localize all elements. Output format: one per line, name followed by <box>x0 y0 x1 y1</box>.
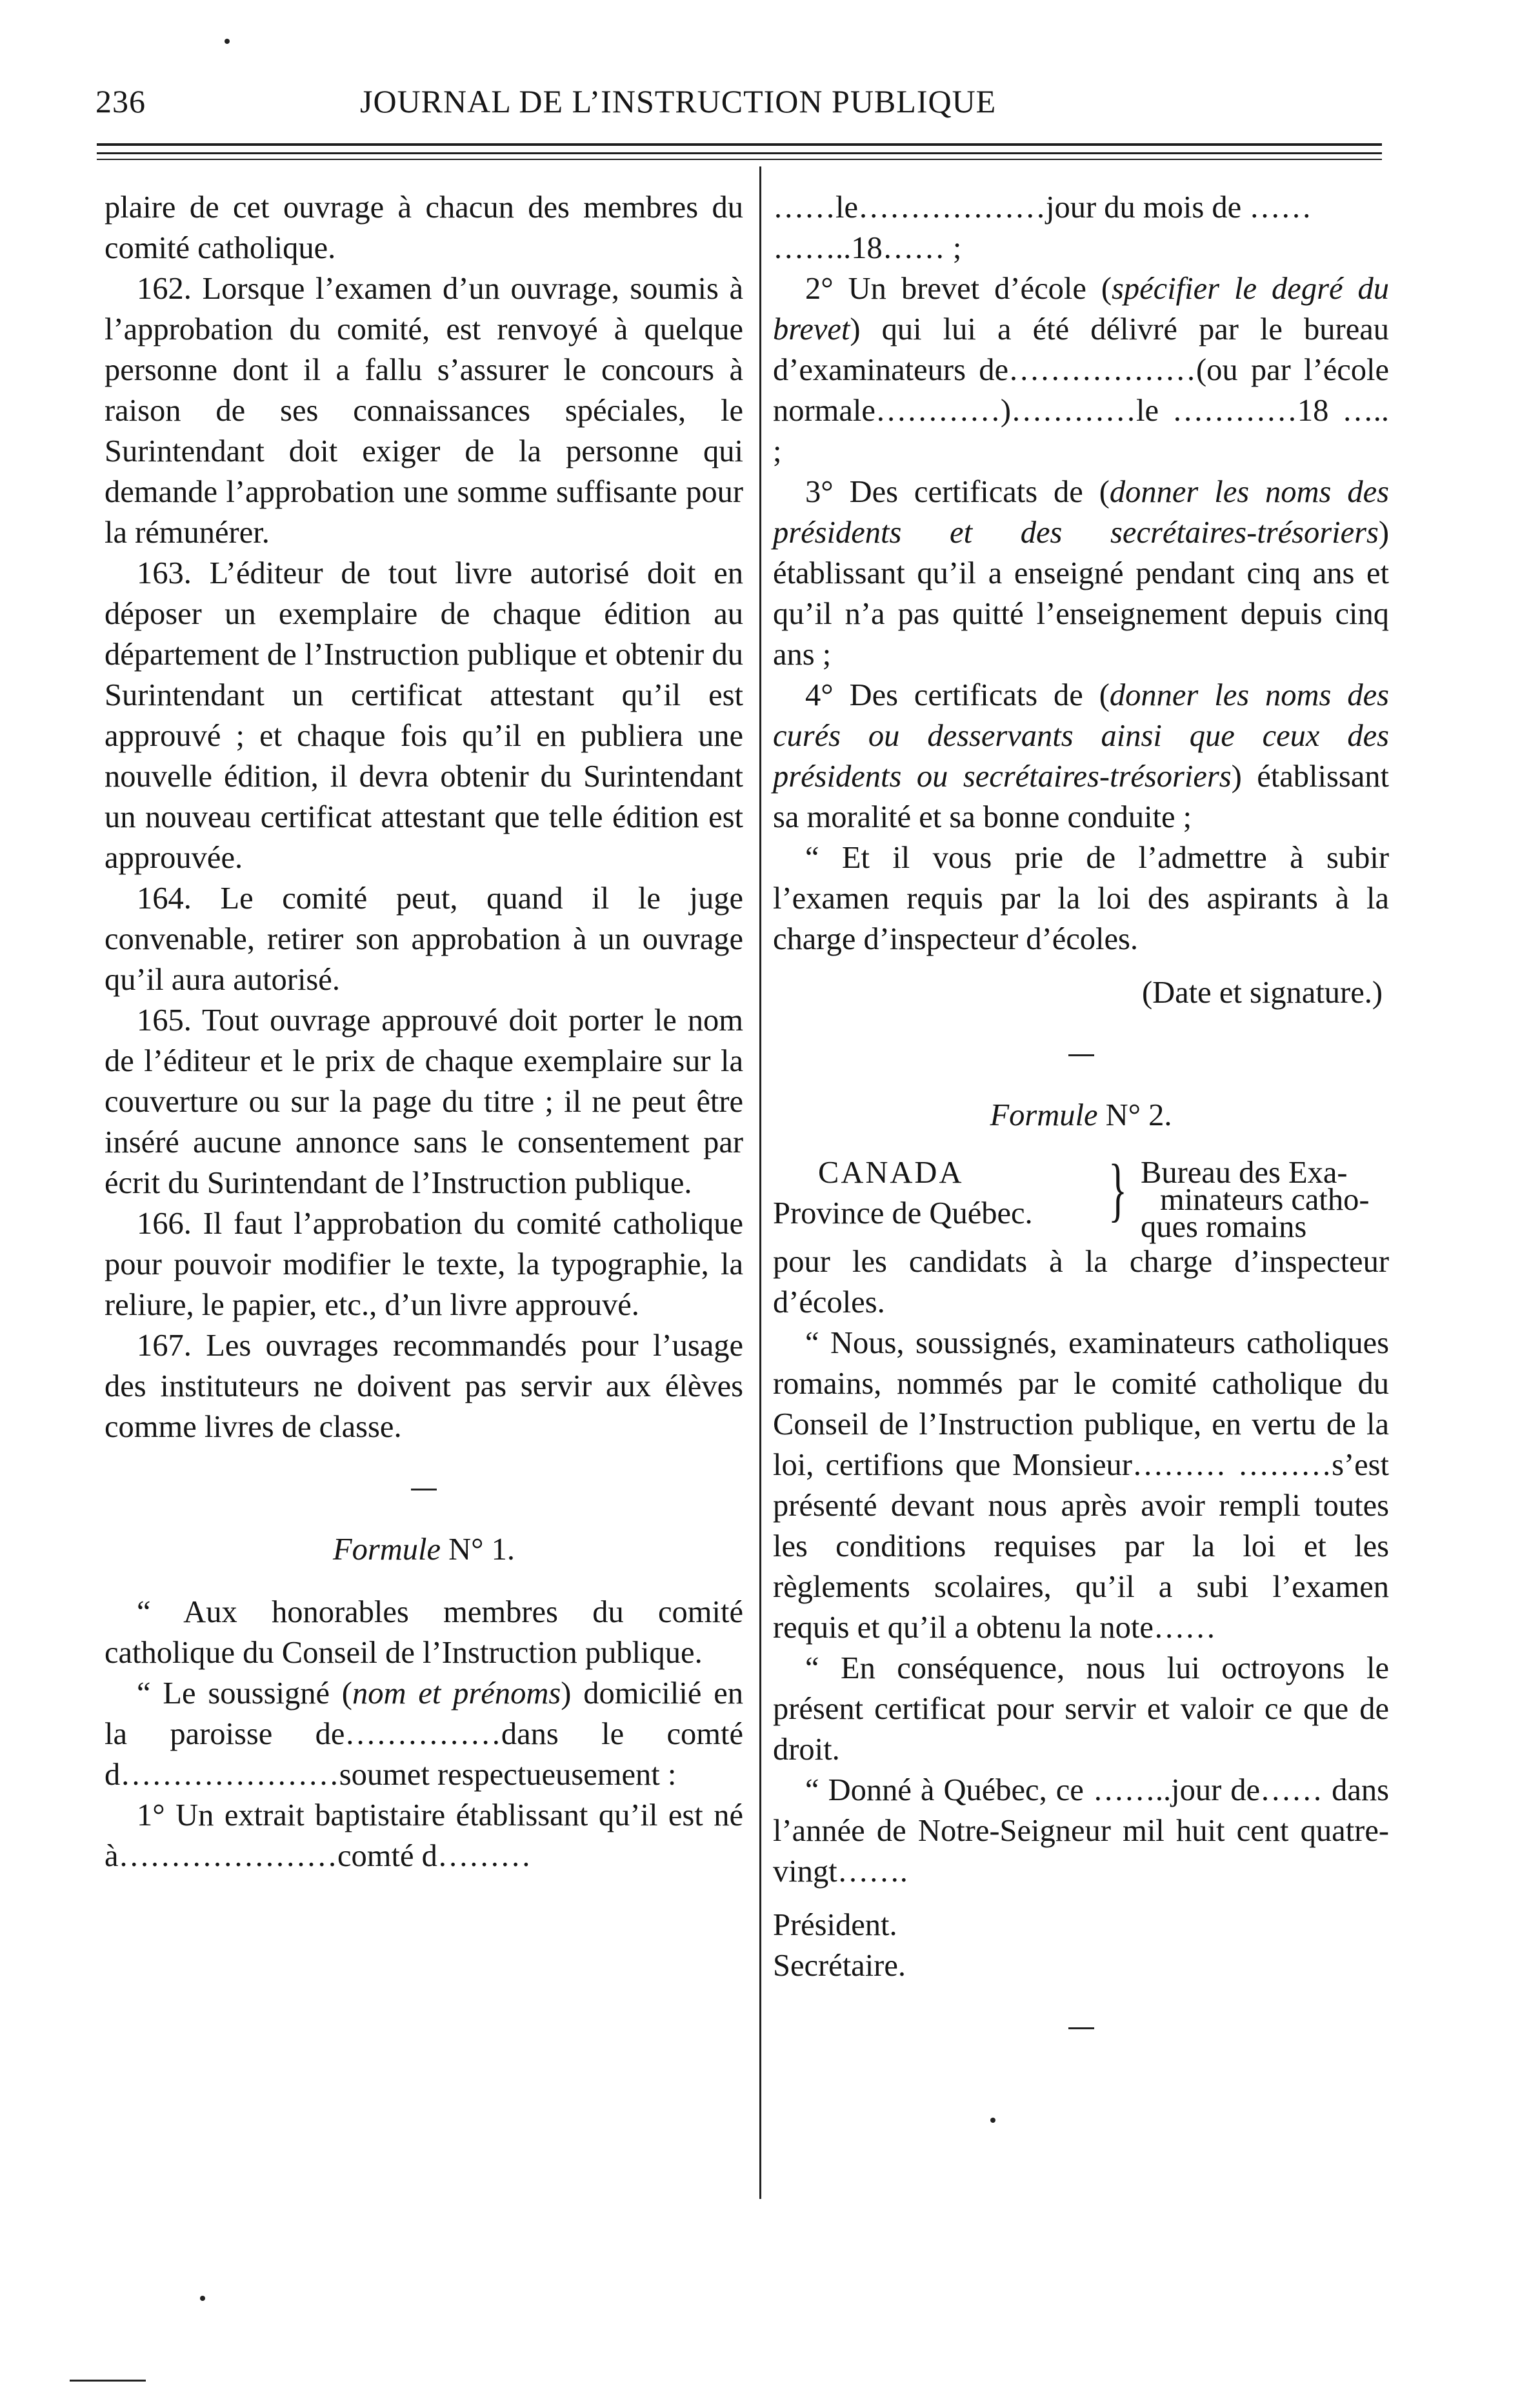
text-run: 2° Un brevet d’école ( <box>805 272 1112 306</box>
country-label: CANADA <box>818 1156 964 1190</box>
text-run: ) établissant qu’il a enseigné pendant cinq ans et qu’il n’a pas quitté l’enseignement depuis cinq ans ; <box>773 516 1389 672</box>
signature-secretaire: Secrétaire. <box>773 1949 906 1983</box>
page-number: 236 <box>95 83 146 119</box>
text-run: 4° Des certificats de ( <box>805 678 1110 712</box>
italic-run: nom et prénoms <box>352 1676 561 1711</box>
article-165: 165. Tout ouvrage approuvé doit porter le nom de l’éditeur et le prix de chaque exemplaire sur la couverture ou sur la page du titre ; il ne peut être inséré aucune annonce sans le consentement par écrit du Surintendant de l’Instruction publique. <box>105 1003 743 1200</box>
print-speck <box>225 39 230 44</box>
formule-1-request: “ Et il vous prie de l’admettre à subir l’examen requis par la loi des aspirants à la charge d’inspecteur d’écoles. <box>773 841 1389 956</box>
formule-1-item-1: 1° Un extrait baptistaire établissant qu’il est né à…………………comté d……… <box>105 1798 743 1873</box>
bureau-line: minateurs catho- <box>1160 1183 1370 1217</box>
text-run: ) qui lui a été délivré par le bureau d’examinateurs de………………(ou par l’école normale…………)…………le …………18 ….. ; <box>773 312 1389 468</box>
formule-label: Formule <box>332 1532 441 1567</box>
formule-1-address: “ Aux honorables membres du comité catholique du Conseil de l’Instruction publique. <box>105 1595 743 1670</box>
text-run: “ Le soussigné ( <box>137 1676 352 1711</box>
running-header <box>95 83 1376 128</box>
formule-2-grant: “ En conséquence, nous lui octroyons le présent certificat pour servir et valoir ce que de droit. <box>773 1651 1389 1767</box>
italic-run: donner les noms des présidents et des secrétaires-trésoriers <box>773 475 1389 550</box>
formule-2-intro: pour les candidats à la charge d’inspecteur d’écoles. <box>773 1245 1389 1319</box>
article-164: 164. Le comité peut, quand il le juge convenable, retirer son approbation à un ouvrage qu’il aura autorisé. <box>105 881 743 997</box>
signature-president: Président. <box>773 1908 897 1942</box>
formule-1-declaration <box>105 1673 743 1795</box>
italic-run: donner les noms des curés ou desservants ainsi que ceux des présidents ou secrétaires-trésoriers <box>773 678 1389 794</box>
header-rule <box>97 159 1382 160</box>
header-rule <box>97 143 1382 146</box>
header-rule <box>97 152 1382 154</box>
formule-label: Formule <box>990 1098 1098 1132</box>
print-speck <box>200 2296 205 2301</box>
article-167: 167. Les ouvrages recommandés pour l’usage des instituteurs ne doivent pas servir aux élèves comme livres de classe. <box>105 1329 743 1444</box>
text-run: ) établissant sa moralité et sa bonne conduite ; <box>773 759 1389 834</box>
formule-1-item-4 <box>773 675 1389 838</box>
canada-bureau-block <box>773 1150 1389 1244</box>
text-run: ) domicilié en la paroisse de……………dans le comté d…………………soumet respectueusement : <box>105 1676 743 1792</box>
formule-2-certification: “ Nous, soussignés, examinateurs catholiques romains, nommés par le comité catholique du Conseil de l’Instruction publique, en vertu de la loi, certifions que Monsieur……… ………s’est présenté devant nous après avoir rempli toutes les conditions requises par la loi et les règlements scolaires, qu’il a subi l’examen requis et qu’il a obtenu la note…… <box>773 1326 1389 1645</box>
bureau-line: Bureau des Exa- <box>1141 1156 1348 1190</box>
section-dash <box>773 2005 1389 2046</box>
formule-2-dated: “ Donné à Québec, ce ……..jour de…… dans l’année de Notre-Seigneur mil huit cent quatre-vingt……. <box>773 1773 1389 1889</box>
formule-number: N° 1. <box>440 1532 515 1567</box>
article-163: 163. L’éditeur de tout livre autorisé doit en déposer un exemplaire de chaque édition au département de l’Instruction publique et obtenir du Surintendant un certificat attestant qu’il est approuvé ; et chaque fois qu’il en publiera une nouvelle édition, il devra obtenir du Surintendant un nouveau certificat attestant que telle édition est approuvée. <box>105 556 743 875</box>
text-run: 3° Des certificats de ( <box>805 475 1110 509</box>
form-line: ……le………………jour du mois de …… <box>773 190 1312 225</box>
footer-rule <box>70 2380 146 2382</box>
italic-run: spécifier le degré du brevet <box>773 272 1389 346</box>
formule-1-item-2 <box>773 268 1389 472</box>
form-line: ……..18…… ; <box>773 231 962 265</box>
article-162: 162. Lorsque l’examen d’un ouvrage, soumis à l’approbation du comité, est renvoyé à quelque personne dont il a fallu s’assurer le concours à raison de ses connaissances spéciales, le Surintendant doit exiger de la personne qui demande l’approbation une somme suffisante pour la rémunérer. <box>105 272 743 550</box>
article-166: 166. Il faut l’approbation du comité catholique pour pouvoir modifier le texte, la typographie, la reliure, le papier, etc., d’un livre approuvé. <box>105 1207 743 1322</box>
formule-1-heading <box>105 1529 743 1570</box>
formule-1-item-3 <box>773 472 1389 675</box>
left-column <box>105 187 743 1876</box>
paragraph-continuation: plaire de cet ouvrage à chacun des membres du comité catholique. <box>105 190 743 265</box>
print-speck <box>990 2118 995 2123</box>
brace-glyph: } <box>1108 1150 1128 1229</box>
province-label: Province de Québec. <box>773 1196 1033 1230</box>
right-column <box>773 187 1389 2068</box>
column-divider <box>759 166 761 2199</box>
formule-2-heading <box>773 1095 1389 1136</box>
section-dash <box>773 1032 1389 1073</box>
section-dash <box>105 1467 743 1507</box>
bureau-line: ques romains <box>1141 1210 1307 1244</box>
date-signature: (Date et signature.) <box>1141 976 1383 1010</box>
formule-number: N° 2. <box>1097 1098 1172 1132</box>
journal-title: JOURNAL DE L’INSTRUCTION PUBLIQUE <box>360 83 997 119</box>
